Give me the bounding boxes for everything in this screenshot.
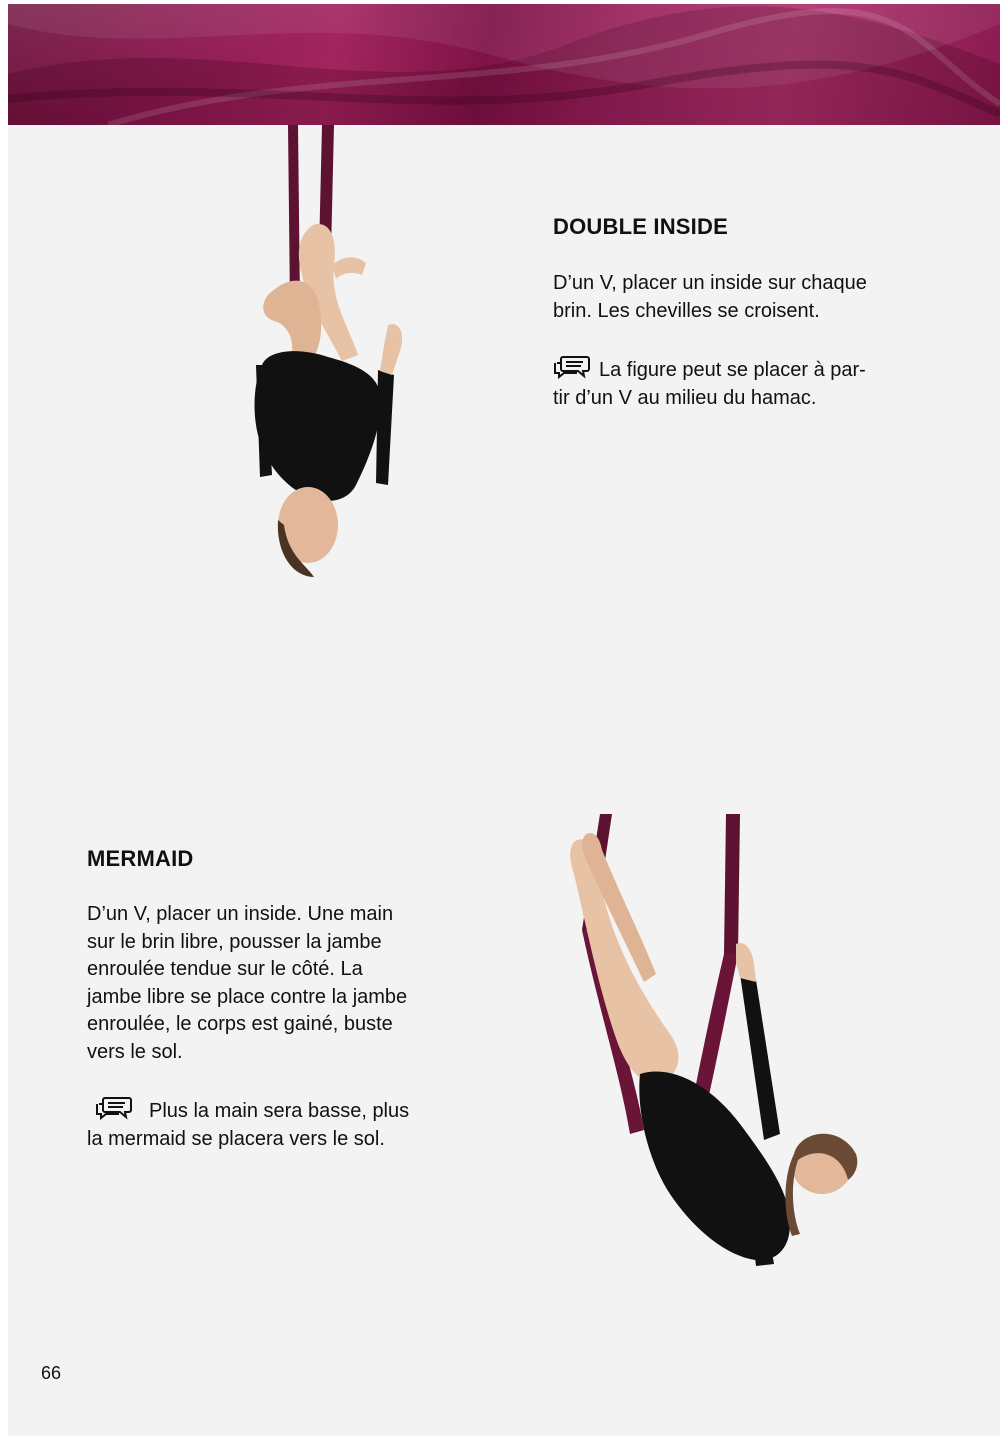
text-line: enroulée tendue sur le côté. La	[87, 958, 363, 980]
text-line: D’un V, placer un inside sur chaque	[553, 272, 867, 294]
text-line: Plus la main sera basse, plus	[149, 1100, 410, 1122]
speech-bubbles-icon	[553, 355, 591, 379]
mermaid-photo	[560, 814, 860, 1269]
text-line: La figure peut se placer à par-	[599, 359, 866, 381]
text-line: jambe libre se place contre la jambe	[87, 985, 408, 1008]
double-inside-description	[553, 270, 867, 325]
double-inside-note	[553, 355, 866, 412]
text-line: brin. Les chevilles se croisent.	[553, 299, 820, 322]
fabric-folds	[8, 4, 1000, 125]
text-line: D’un V, placer un inside. Une main	[87, 903, 394, 925]
text-line: la mermaid se placera vers le sol.	[87, 1127, 385, 1150]
fabric-banner	[8, 4, 1000, 125]
double-inside-title: DOUBLE INSIDE	[553, 214, 728, 239]
mermaid-title: MERMAID	[87, 846, 194, 871]
text-line: sur le brin libre, pousser la jambe	[87, 930, 382, 953]
text-line: enroulée, le corps est gainé, buste	[87, 1013, 393, 1035]
mermaid-description	[87, 901, 407, 1066]
text-line: tir d’un V au milieu du hamac.	[553, 386, 817, 409]
text-line: vers le sol.	[87, 1040, 183, 1063]
mermaid-note	[87, 1096, 409, 1153]
double-inside-photo	[238, 125, 418, 580]
page-number: 66	[41, 1363, 62, 1383]
document-page	[8, 4, 1000, 1436]
speech-bubbles-icon	[95, 1096, 133, 1120]
